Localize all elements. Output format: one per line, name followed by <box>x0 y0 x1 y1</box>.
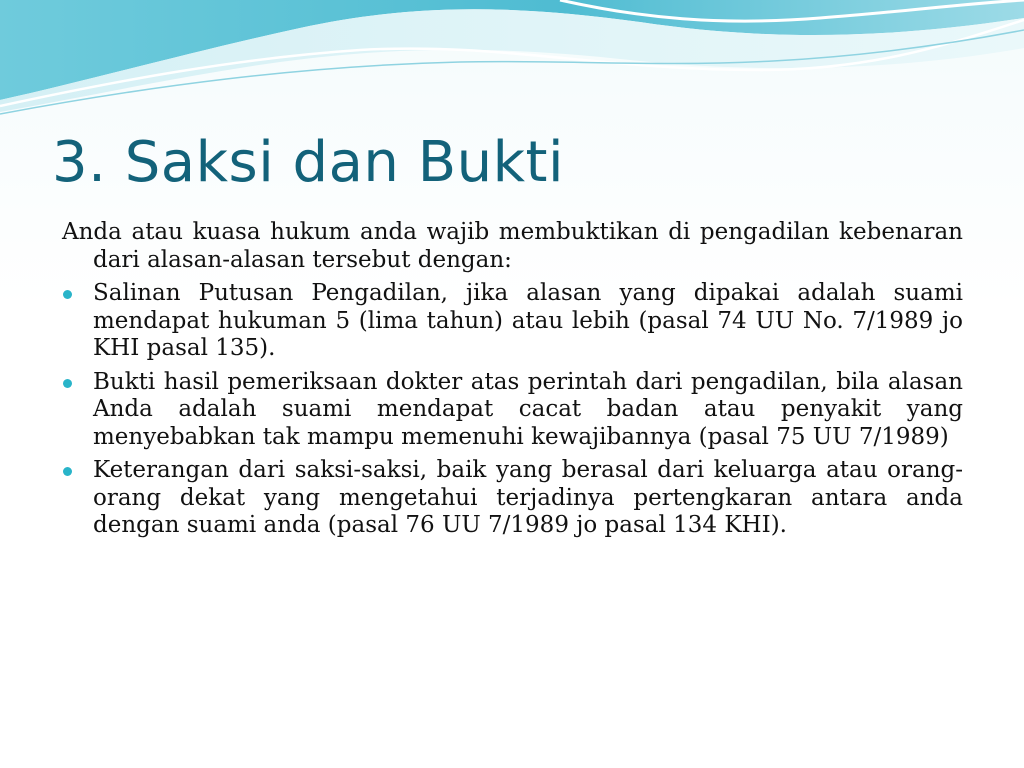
bullet-item <box>62 369 963 452</box>
bullet-text: Bukti hasil pemeriksaan dokter atas perintah dari pengadilan, bila alasan Anda adalah suami mendapat cacat badan atau penyakit yang menyebabkan tak mampu memenuhi kewajibannya (pasal 75 UU 7/1989) <box>93 368 963 450</box>
bullet-dot-icon <box>63 379 72 388</box>
header-wave-decoration <box>0 0 1024 130</box>
bullet-dot-icon <box>63 467 72 476</box>
slide-title: 3. Saksi dan Bukti <box>52 130 565 195</box>
intro-paragraph: Anda atau kuasa hukum anda wajib membuktikan di pengadilan kebenaran dari alasan-alasan tersebut dengan: <box>62 219 963 273</box>
slide-body <box>62 219 963 546</box>
bullet-item <box>62 457 963 540</box>
bullet-dot-icon <box>63 290 72 299</box>
bullet-text: Keterangan dari saksi-saksi, baik yang berasal dari keluarga atau orang-orang dekat yang mengetahui terjadinya pertengkaran antara anda dengan suami anda (pasal 76 UU 7/1989 jo pasal 134 KHI). <box>93 457 963 538</box>
bullet-item <box>62 280 963 363</box>
bullet-text: Salinan Putusan Pengadilan, jika alasan yang dipakai adalah suami mendapat hukuman 5 (lima tahun) atau lebih (pasal 74 UU No. 7/1989 jo KHI pasal 135). <box>93 280 963 361</box>
